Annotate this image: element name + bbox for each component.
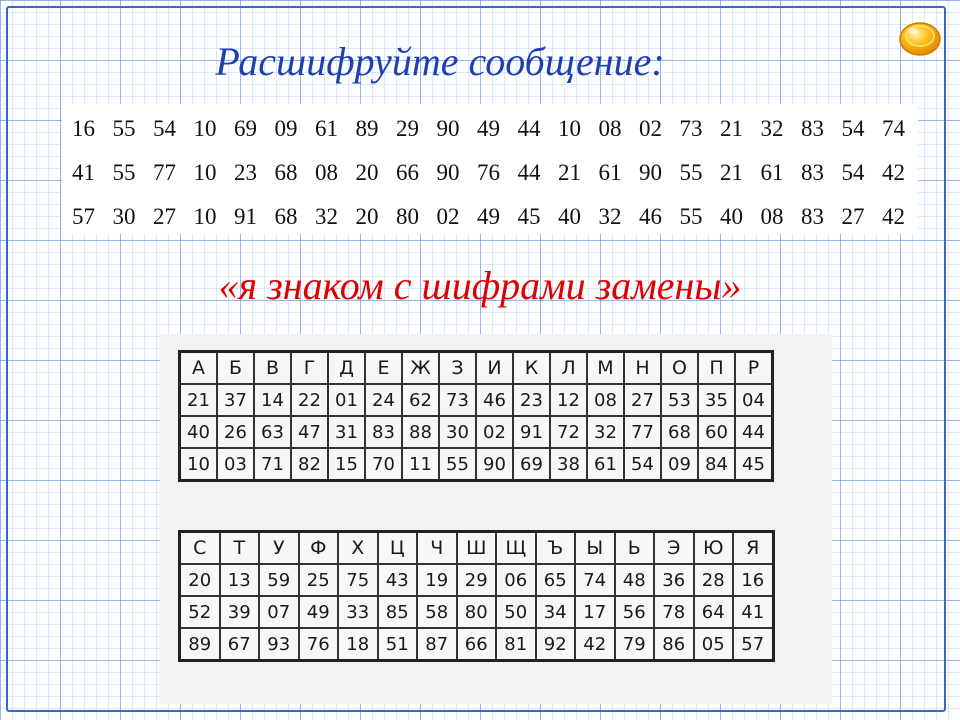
cipher-number: 68 — [274, 160, 298, 185]
cipher-number: 90 — [639, 160, 662, 185]
key-code-cell: 74 — [575, 564, 615, 596]
key-code-cell: 19 — [417, 564, 457, 596]
cipher-number: 61 — [315, 116, 338, 141]
key-code-cell: 55 — [439, 448, 476, 481]
key-code-cell: 47 — [291, 416, 328, 448]
cipher-number: 44 — [517, 160, 541, 185]
key-code-cell: 45 — [735, 448, 773, 481]
key-code-cell: 56 — [615, 596, 655, 628]
key-code-cell: 18 — [338, 628, 378, 661]
cipher-number: 76 — [477, 160, 500, 185]
key-code-cell: 05 — [694, 628, 734, 661]
key-code-cell: 20 — [180, 564, 220, 596]
key-code-cell: 30 — [439, 416, 476, 448]
cipher-number: 49 — [477, 204, 500, 229]
key-code-cell: 04 — [735, 384, 773, 416]
key-letter-cell: Х — [338, 532, 378, 565]
key-code-cell: 10 — [180, 448, 218, 481]
key-code-cell: 12 — [550, 384, 587, 416]
key-code-cell: 29 — [457, 564, 497, 596]
cipher-number: 77 — [153, 160, 176, 185]
key-code-cell: 88 — [402, 416, 439, 448]
key-code-cell: 87 — [417, 628, 457, 661]
decoded-answer: «я знаком с шифрами замены» — [218, 263, 742, 308]
key-letter-cell: Ж — [402, 352, 439, 385]
key-code-cell: 84 — [698, 448, 735, 481]
key-letter-cell: М — [587, 352, 624, 385]
cipher-number: 74 — [882, 116, 905, 141]
key-letter-cell: В — [254, 352, 291, 385]
key-letter-cell: О — [661, 352, 698, 385]
key-code-cell: 77 — [624, 416, 661, 448]
key-letter-cell: З — [439, 352, 476, 385]
cipher-number: 20 — [355, 204, 379, 229]
cipher-number: 20 — [355, 160, 379, 185]
key-code-cell: 63 — [254, 416, 291, 448]
key-code-cell: 38 — [550, 448, 587, 481]
cipher-number: 61 — [760, 160, 784, 185]
cipher-number: 61 — [598, 160, 622, 185]
key-code-cell: 64 — [694, 596, 734, 628]
key-letter-cell: Р — [735, 352, 773, 385]
key-code-row — [180, 564, 774, 596]
cipher-number: 29 — [396, 116, 419, 141]
cipher-number: 08 — [315, 160, 338, 185]
key-code-cell: 78 — [654, 596, 694, 628]
page-title — [0, 38, 920, 85]
key-letter-cell: Э — [654, 532, 694, 565]
cipher-number: 10 — [193, 160, 217, 185]
key-letter-cell: Щ — [496, 532, 536, 565]
key-letter-cell: Ъ — [536, 532, 576, 565]
cipher-number: 32 — [315, 204, 338, 229]
key-code-cell: 21 — [180, 384, 218, 416]
key-letter-cell: Ш — [457, 532, 497, 565]
key-code-cell: 09 — [661, 448, 698, 481]
key-letter-cell: Ю — [694, 532, 734, 565]
key-letter-cell: И — [476, 352, 513, 385]
cipher-number: 21 — [720, 160, 743, 185]
key-letter-cell: Ф — [299, 532, 339, 565]
key-code-cell: 27 — [624, 384, 661, 416]
key-code-cell: 26 — [217, 416, 254, 448]
key-code-row — [180, 416, 773, 448]
cipher-key-table-1 — [178, 350, 774, 482]
cipher-row — [72, 156, 923, 190]
key-code-cell: 13 — [220, 564, 260, 596]
key-code-cell: 59 — [259, 564, 299, 596]
cipher-number: 16 — [72, 116, 95, 141]
key-code-cell: 81 — [496, 628, 536, 661]
key-letter-cell: Н — [624, 352, 661, 385]
key-letter-cell: Ч — [417, 532, 457, 565]
cipher-number: 49 — [477, 116, 500, 141]
key-code-cell: 31 — [328, 416, 365, 448]
key-code-cell: 03 — [217, 448, 254, 481]
key-code-cell: 35 — [698, 384, 735, 416]
key-code-row — [180, 596, 774, 628]
key-code-cell: 66 — [457, 628, 497, 661]
cipher-number: 54 — [153, 116, 176, 141]
cipher-number: 55 — [679, 160, 703, 185]
key-letter-cell: Ы — [575, 532, 615, 565]
key-code-cell: 43 — [378, 564, 418, 596]
key-code-cell: 86 — [654, 628, 694, 661]
key-code-cell: 61 — [587, 448, 624, 481]
key-letter-cell: К — [513, 352, 550, 385]
cipher-number: 73 — [679, 116, 703, 141]
key-letter-row — [180, 352, 773, 385]
cipher-number: 42 — [882, 160, 905, 185]
key-code-cell: 72 — [550, 416, 587, 448]
key-code-cell: 33 — [338, 596, 378, 628]
key-code-cell: 39 — [220, 596, 260, 628]
cipher-number: 27 — [841, 204, 865, 229]
key-code-cell: 36 — [654, 564, 694, 596]
key-code-cell: 01 — [328, 384, 365, 416]
key-code-cell: 83 — [365, 416, 402, 448]
key-letter-cell: П — [698, 352, 735, 385]
cipher-number: 55 — [679, 204, 703, 229]
key-code-cell: 91 — [513, 416, 550, 448]
cipher-number: 91 — [234, 204, 257, 229]
key-letter-cell: Б — [217, 352, 254, 385]
key-code-cell: 34 — [536, 596, 576, 628]
cipher-number: 68 — [274, 204, 298, 229]
key-code-cell: 93 — [259, 628, 299, 661]
cipher-number: 41 — [72, 160, 95, 185]
cipher-key-table-2 — [178, 530, 775, 662]
key-code-cell: 22 — [291, 384, 328, 416]
key-code-cell: 06 — [496, 564, 536, 596]
cipher-row — [72, 112, 923, 146]
key-code-row — [180, 384, 773, 416]
key-letter-cell: У — [259, 532, 299, 565]
key-code-cell: 28 — [694, 564, 734, 596]
cipher-number: 90 — [436, 160, 460, 185]
key-code-cell: 24 — [365, 384, 402, 416]
key-code-cell: 32 — [587, 416, 624, 448]
key-code-cell: 71 — [254, 448, 291, 481]
key-code-cell: 75 — [338, 564, 378, 596]
key-code-cell: 50 — [496, 596, 536, 628]
cipher-number: 21 — [558, 160, 581, 185]
key-code-cell: 25 — [299, 564, 339, 596]
key-code-cell: 42 — [575, 628, 615, 661]
key-code-cell: 76 — [299, 628, 339, 661]
key-code-cell: 14 — [254, 384, 291, 416]
key-letter-cell: Е — [365, 352, 402, 385]
cipher-number: 42 — [882, 204, 905, 229]
key-code-cell: 90 — [476, 448, 513, 481]
key-code-cell: 89 — [180, 628, 220, 661]
key-code-cell: 85 — [378, 596, 418, 628]
key-code-cell: 41 — [733, 596, 773, 628]
cipher-number: 55 — [112, 160, 136, 185]
cipher-number: 40 — [558, 204, 581, 229]
key-letter-cell: Ц — [378, 532, 418, 565]
cipher-number: 69 — [234, 116, 257, 141]
key-code-cell: 37 — [217, 384, 254, 416]
key-code-cell: 02 — [476, 416, 513, 448]
cipher-number: 54 — [841, 160, 865, 185]
cipher-number: 45 — [517, 204, 541, 229]
page-title-text: Расшифруйте сообщение: — [215, 39, 665, 84]
key-code-row — [180, 448, 773, 481]
cipher-key-panel — [160, 334, 832, 704]
key-code-cell: 58 — [417, 596, 457, 628]
key-code-cell: 48 — [615, 564, 655, 596]
key-code-cell: 40 — [180, 416, 218, 448]
cipher-number: 08 — [598, 116, 622, 141]
key-code-cell: 49 — [299, 596, 339, 628]
cipher-number: 80 — [396, 204, 419, 229]
cipher-number: 54 — [841, 116, 865, 141]
key-code-cell: 53 — [661, 384, 698, 416]
cipher-number: 83 — [801, 116, 824, 141]
key-letter-cell: А — [180, 352, 218, 385]
key-code-cell: 11 — [402, 448, 439, 481]
cipher-number: 89 — [355, 116, 379, 141]
cipher-number: 83 — [801, 204, 824, 229]
key-code-cell: 67 — [220, 628, 260, 661]
cipher-number: 30 — [112, 204, 136, 229]
key-code-cell: 60 — [698, 416, 735, 448]
key-code-cell: 68 — [661, 416, 698, 448]
cipher-number: 32 — [760, 116, 784, 141]
cipher-number: 44 — [517, 116, 541, 141]
key-code-cell: 79 — [615, 628, 655, 661]
key-code-cell: 92 — [536, 628, 576, 661]
key-code-cell: 57 — [733, 628, 773, 661]
key-letter-cell: Я — [733, 532, 773, 565]
cipher-number: 02 — [639, 116, 662, 141]
key-letter-cell: Г — [291, 352, 328, 385]
key-letter-cell: Т — [220, 532, 260, 565]
key-code-cell: 46 — [476, 384, 513, 416]
cipher-number: 32 — [598, 204, 622, 229]
key-code-cell: 54 — [624, 448, 661, 481]
cipher-text-block — [62, 104, 918, 234]
cipher-number: 55 — [112, 116, 136, 141]
key-code-cell: 69 — [513, 448, 550, 481]
key-code-cell: 15 — [328, 448, 365, 481]
key-code-cell: 82 — [291, 448, 328, 481]
key-code-cell: 70 — [365, 448, 402, 481]
cipher-number: 27 — [153, 204, 176, 229]
cipher-number: 46 — [639, 204, 662, 229]
key-code-cell: 23 — [513, 384, 550, 416]
cipher-number: 21 — [720, 116, 743, 141]
cipher-number: 57 — [72, 204, 95, 229]
cipher-number: 66 — [396, 160, 419, 185]
key-letter-cell: Ь — [615, 532, 655, 565]
key-code-cell: 44 — [735, 416, 773, 448]
key-code-cell: 17 — [575, 596, 615, 628]
key-code-cell: 65 — [536, 564, 576, 596]
key-letter-cell: Л — [550, 352, 587, 385]
key-code-cell: 51 — [378, 628, 418, 661]
key-code-cell: 80 — [457, 596, 497, 628]
cipher-number: 10 — [193, 116, 217, 141]
key-code-row — [180, 628, 774, 661]
key-code-cell: 62 — [402, 384, 439, 416]
key-code-cell: 07 — [259, 596, 299, 628]
key-letter-row — [180, 532, 774, 565]
cipher-number: 83 — [801, 160, 824, 185]
key-letter-cell: Д — [328, 352, 365, 385]
cipher-number: 40 — [720, 204, 743, 229]
key-code-cell: 73 — [439, 384, 476, 416]
cipher-row — [72, 200, 923, 234]
cipher-number: 90 — [436, 116, 460, 141]
key-code-cell: 52 — [180, 596, 220, 628]
key-code-cell: 16 — [733, 564, 773, 596]
key-code-cell: 08 — [587, 384, 624, 416]
cipher-number: 08 — [760, 204, 784, 229]
cipher-number: 02 — [436, 204, 460, 229]
key-letter-cell: С — [180, 532, 220, 565]
cipher-number: 23 — [234, 160, 257, 185]
cipher-number: 09 — [274, 116, 298, 141]
cipher-number: 10 — [193, 204, 217, 229]
cipher-number: 10 — [558, 116, 581, 141]
